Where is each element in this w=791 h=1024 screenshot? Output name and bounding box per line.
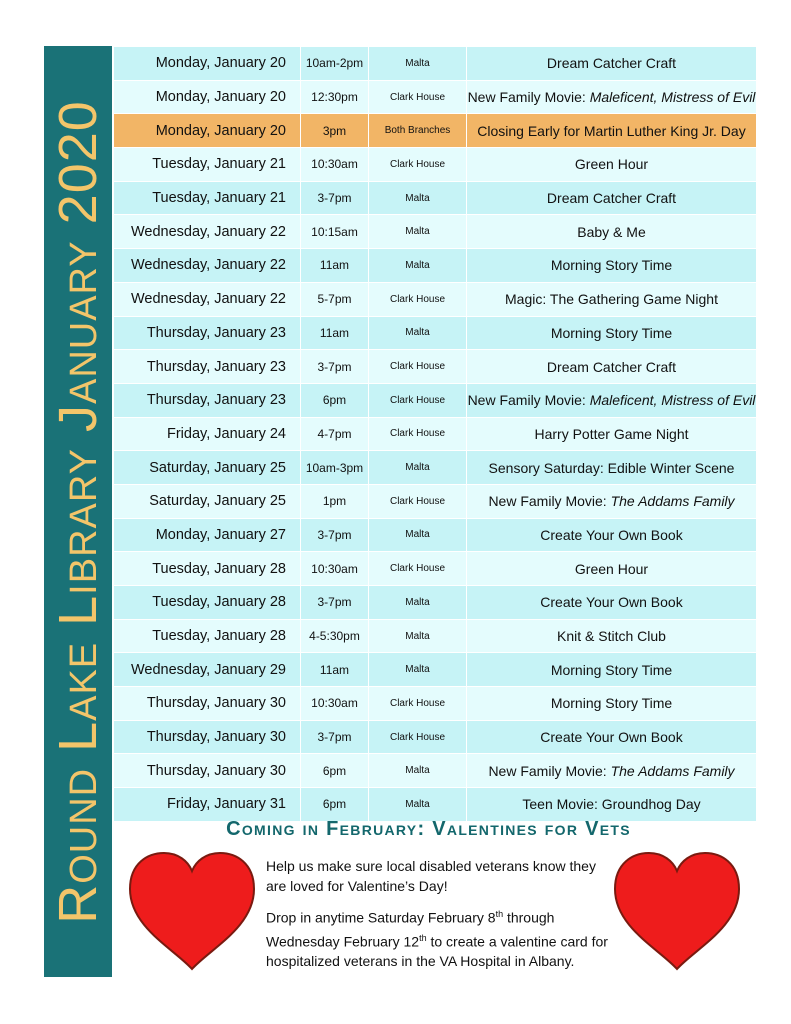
event-location: Malta: [369, 181, 467, 215]
event-time: 6pm: [301, 788, 369, 822]
event-date: Thursday, January 30: [114, 754, 301, 788]
event-row: [114, 586, 757, 620]
event-date: Wednesday, January 22: [114, 215, 301, 249]
event-row: [114, 417, 757, 451]
event-title: Create Your Own Book: [540, 594, 683, 611]
event-date: Tuesday, January 28: [114, 552, 301, 586]
event-date: Friday, January 31: [114, 788, 301, 822]
event-location: Clark House: [369, 552, 467, 586]
event-name: [467, 80, 757, 114]
event-row: [114, 687, 757, 721]
event-date: Tuesday, January 28: [114, 619, 301, 653]
event-name: [467, 687, 757, 721]
event-title: Morning Story Time: [550, 257, 673, 274]
event-name: [467, 552, 757, 586]
event-row: [114, 484, 757, 518]
event-title: Baby & Me: [577, 223, 646, 240]
event-title: Closing Early for Martin Luther King Jr. Day: [477, 122, 746, 139]
event-row: [114, 282, 757, 316]
event-name: [467, 316, 757, 350]
heart-icon: [122, 849, 262, 974]
event-time: 10am-2pm: [301, 47, 369, 81]
event-row: [114, 754, 757, 788]
event-name: [467, 282, 757, 316]
event-name: [467, 619, 757, 653]
event-row: [114, 114, 757, 148]
event-time: 4-5:30pm: [301, 619, 369, 653]
event-row: [114, 350, 757, 384]
event-title: Create Your Own Book: [540, 729, 683, 746]
event-row: [114, 788, 757, 822]
event-row: [114, 720, 757, 754]
event-location: Both Branches: [369, 114, 467, 148]
event-date: Friday, January 24: [114, 417, 301, 451]
event-time: 6pm: [301, 754, 369, 788]
event-name: [467, 417, 757, 451]
event-name: [467, 653, 757, 687]
event-title: Knit & Stitch Club: [557, 628, 666, 645]
event-time: 3pm: [301, 114, 369, 148]
event-name: [467, 181, 757, 215]
event-date: Monday, January 27: [114, 518, 301, 552]
event-time: 3-7pm: [301, 518, 369, 552]
event-date: Monday, January 20: [114, 80, 301, 114]
event-location: Malta: [369, 451, 467, 485]
event-time: 10am-3pm: [301, 451, 369, 485]
event-name: [467, 249, 757, 283]
event-name: [467, 788, 757, 822]
promo-heading: Coming in February: Valentines for Vets: [226, 818, 631, 840]
event-row: [114, 619, 757, 653]
event-row: [114, 47, 757, 81]
heart-icon: [607, 849, 747, 974]
event-name: [467, 47, 757, 81]
event-name: [467, 586, 757, 620]
event-location: Malta: [369, 249, 467, 283]
event-time: 10:15am: [301, 215, 369, 249]
event-row: [114, 215, 757, 249]
event-title: Dream Catcher Craft: [546, 358, 677, 375]
event-title: Sensory Saturday: Edible Winter Scene: [488, 459, 735, 476]
event-date: Tuesday, January 21: [114, 181, 301, 215]
event-date: Saturday, January 25: [114, 451, 301, 485]
events-table: [113, 46, 757, 822]
event-title: Create Your Own Book: [540, 526, 683, 543]
event-row: [114, 552, 757, 586]
event-title: Harry Potter Game Night: [534, 425, 689, 442]
event-location: Clark House: [369, 720, 467, 754]
event-name: [467, 720, 757, 754]
event-time: 3-7pm: [301, 181, 369, 215]
events-table-body: [114, 47, 757, 822]
event-location: Malta: [369, 788, 467, 822]
event-row: [114, 80, 757, 114]
event-time: 10:30am: [301, 552, 369, 586]
event-title-italic: The Addams Family: [610, 762, 735, 779]
event-time: 12:30pm: [301, 80, 369, 114]
event-date: Wednesday, January 22: [114, 249, 301, 283]
event-title: Morning Story Time: [550, 324, 673, 341]
event-location: Clark House: [369, 687, 467, 721]
event-row: [114, 148, 757, 182]
event-location: Malta: [369, 619, 467, 653]
event-title: Morning Story Time: [550, 661, 673, 678]
event-location: Clark House: [369, 282, 467, 316]
event-time: 5-7pm: [301, 282, 369, 316]
event-name: [467, 148, 757, 182]
page-title: Round Lake Library January 2020: [48, 99, 108, 924]
event-title: Morning Story Time: [550, 695, 673, 712]
event-location: Clark House: [369, 484, 467, 518]
event-name: [467, 518, 757, 552]
event-row: [114, 653, 757, 687]
event-title: Teen Movie: Groundhog Day: [522, 796, 701, 813]
event-time: 4-7pm: [301, 417, 369, 451]
event-date: Thursday, January 30: [114, 720, 301, 754]
event-location: Malta: [369, 215, 467, 249]
event-date: Thursday, January 23: [114, 350, 301, 384]
event-location: Clark House: [369, 417, 467, 451]
event-name: [467, 451, 757, 485]
event-row: [114, 316, 757, 350]
event-location: Malta: [369, 47, 467, 81]
event-row: [114, 383, 757, 417]
event-time: 3-7pm: [301, 350, 369, 384]
event-time: 10:30am: [301, 148, 369, 182]
event-time: 10:30am: [301, 687, 369, 721]
event-title: Green Hour: [574, 156, 649, 173]
event-title: Dream Catcher Craft: [546, 190, 677, 207]
event-name: [467, 383, 757, 417]
event-date: Monday, January 20: [114, 47, 301, 81]
event-title: New Family Movie:: [467, 89, 590, 106]
event-row: [114, 451, 757, 485]
event-title: New Family Movie:: [467, 392, 590, 409]
event-location: Clark House: [369, 383, 467, 417]
event-location: Clark House: [369, 350, 467, 384]
event-time: 11am: [301, 249, 369, 283]
event-time: 11am: [301, 653, 369, 687]
event-date: Saturday, January 25: [114, 484, 301, 518]
event-time: 3-7pm: [301, 586, 369, 620]
event-date: Wednesday, January 22: [114, 282, 301, 316]
event-location: Clark House: [369, 148, 467, 182]
event-row: [114, 181, 757, 215]
promo-paragraph-2: Drop in anytime Saturday February 8th through Wednesday February 12th to create a valentine card for hospitalized veterans in the VA Hospital in Albany.: [266, 909, 608, 970]
event-title-italic: Maleficent, Mistress of Evil: [589, 89, 756, 106]
event-title: New Family Movie:: [488, 762, 611, 779]
event-title: New Family Movie:: [488, 493, 611, 510]
event-location: Clark House: [369, 80, 467, 114]
event-time: 1pm: [301, 484, 369, 518]
event-title: Magic: The Gathering Game Night: [505, 291, 718, 308]
event-date: Tuesday, January 28: [114, 586, 301, 620]
event-location: Malta: [369, 754, 467, 788]
event-time: 11am: [301, 316, 369, 350]
event-name: [467, 350, 757, 384]
event-date: Tuesday, January 21: [114, 148, 301, 182]
event-date: Thursday, January 23: [114, 316, 301, 350]
promo-text: [266, 856, 611, 979]
event-location: Malta: [369, 586, 467, 620]
event-location: Malta: [369, 518, 467, 552]
event-time: 3-7pm: [301, 720, 369, 754]
event-time: 6pm: [301, 383, 369, 417]
event-name: [467, 215, 757, 249]
event-title: Dream Catcher Craft: [546, 55, 677, 72]
event-name: [467, 754, 757, 788]
promo-paragraph-1: Help us make sure local disabled veterans know they are loved for Valentine’s Day!: [266, 858, 596, 894]
event-row: [114, 249, 757, 283]
event-title: Green Hour: [574, 560, 649, 577]
event-date: Thursday, January 23: [114, 383, 301, 417]
sidebar-banner: [44, 46, 112, 977]
event-title-italic: The Addams Family: [610, 493, 735, 510]
event-date: Monday, January 20: [114, 114, 301, 148]
event-name: [467, 484, 757, 518]
event-title-italic: Maleficent, Mistress of Evil: [589, 392, 756, 409]
event-row: [114, 518, 757, 552]
event-name: [467, 114, 757, 148]
event-location: Malta: [369, 316, 467, 350]
event-location: Malta: [369, 653, 467, 687]
event-date: Thursday, January 30: [114, 687, 301, 721]
event-date: Wednesday, January 29: [114, 653, 301, 687]
